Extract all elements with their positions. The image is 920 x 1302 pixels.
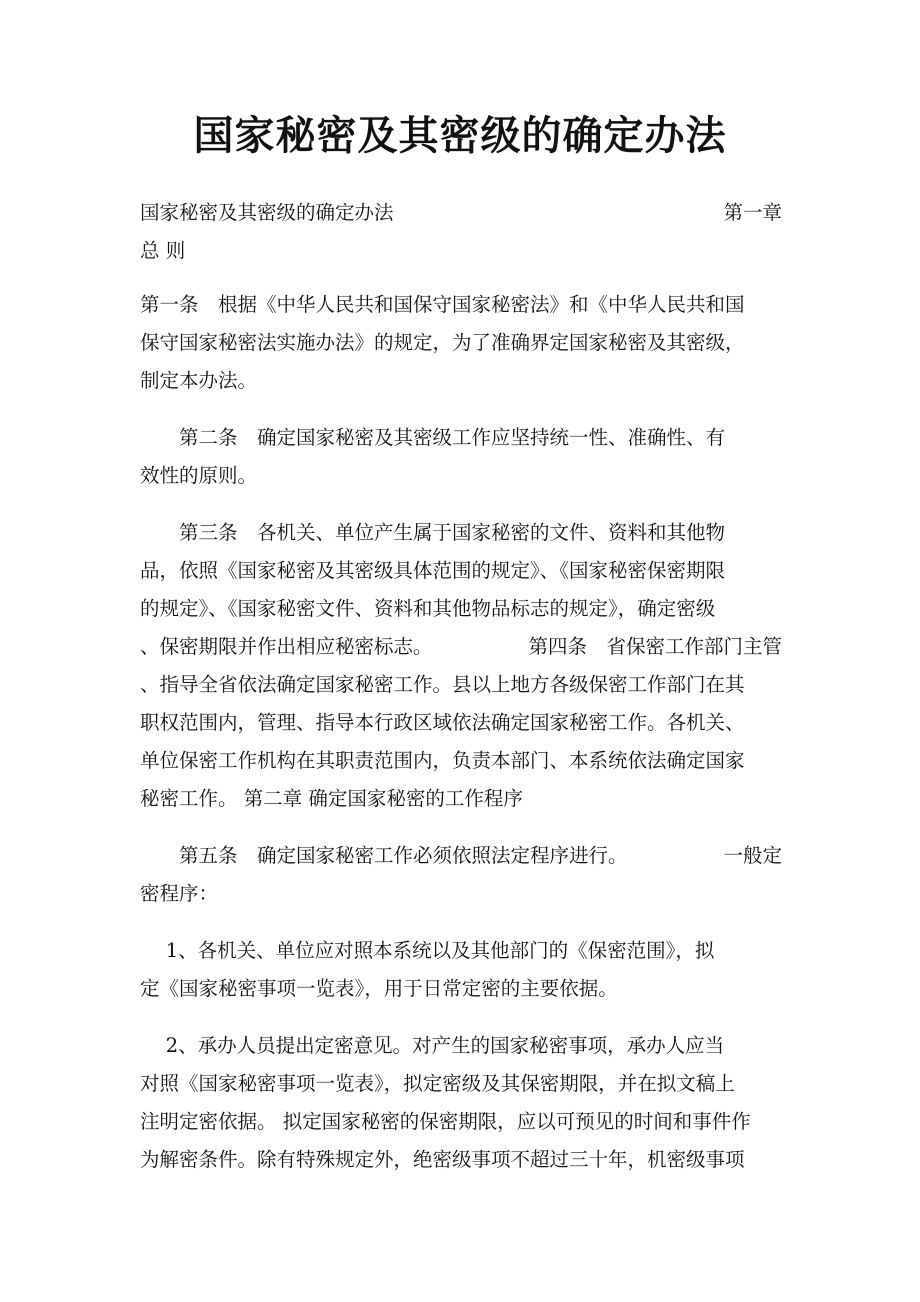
paragraph-line	[140, 632, 782, 662]
paragraph-line: 第二条 确定国家秘密及其密级工作应坚持统一性、准确性、有	[140, 426, 726, 449]
paragraph-line: 注明定密依据。 拟定国家秘密的保密期限，应以可预见的时间和事件作	[140, 1110, 751, 1133]
paragraph-line: 2、承办人员提出定密意见。对产生的国家秘密事项，承办人应当	[140, 1034, 725, 1057]
paragraph-line: 单位保密工作机构在其职责范围内，负责本部门、本系统依法确定国家	[140, 749, 745, 772]
paragraph-line: 效性的原则。	[140, 464, 258, 487]
line-left-text: 、保密期限并作出相应秘密标志。	[140, 635, 433, 658]
chapter-title: 总 则	[140, 239, 186, 262]
paragraph-line: 的规定》、《国家秘密文件、资料和其他物品标志的规定》，确定密级	[140, 597, 716, 620]
line-right-text: 一般定	[723, 844, 782, 867]
line-right-text: 第四条 省保密工作部门主管	[528, 635, 782, 658]
chapter-label: 第一章	[723, 201, 782, 224]
paragraph-line: 第三条 各机关、单位产生属于国家秘密的文件、资料和其他物	[140, 521, 726, 544]
paragraph-line: 为解密条件。除有特殊规定外，绝密级事项不超过三十年，机密级事项	[140, 1148, 745, 1171]
paragraph-line: 1、各机关、单位应对照本系统以及其他部门的《保密范围》，拟	[140, 939, 715, 962]
paragraph-line: 职权范围内，管理、指导本行政区域依法确定国家秘密工作。各机关、	[140, 711, 745, 734]
line-left-text: 第五条 确定国家秘密工作必须依照法定程序进行。	[140, 844, 628, 867]
doc-name-text: 国家秘密及其密级的确定办法	[140, 201, 394, 224]
paragraph-line: 第一条 根据《中华人民共和国保守国家秘密法》和《中华人民共和国	[140, 293, 745, 316]
document-title: 国家秘密及其密级的确定办法	[193, 112, 727, 159]
paragraph-line: 品，依照《国家秘密及其密级具体范围的规定》、《国家秘密保密期限	[140, 559, 726, 582]
paragraph-line	[140, 841, 782, 871]
paragraph-line: 制定本办法。	[140, 369, 258, 392]
paragraph-line: 保守国家秘密法实施办法》的规定，为了准确界定国家秘密及其密级，	[140, 331, 745, 354]
heading-line	[140, 198, 782, 228]
paragraph-line: 密程序：	[140, 882, 219, 905]
paragraph-line: 对照《国家秘密事项一览表》，拟定密级及其保密期限，并在拟文稿上	[140, 1072, 735, 1095]
paragraph-line: 、指导全省依法确定国家秘密工作。县以上地方各级保密工作部门在其	[140, 673, 745, 696]
paragraph-line: 定《国家秘密事项一览表》，用于日常定密的主要依据。	[140, 977, 618, 1000]
paragraph-line: 秘密工作。 第二章 确定国家秘密的工作程序	[140, 787, 523, 810]
